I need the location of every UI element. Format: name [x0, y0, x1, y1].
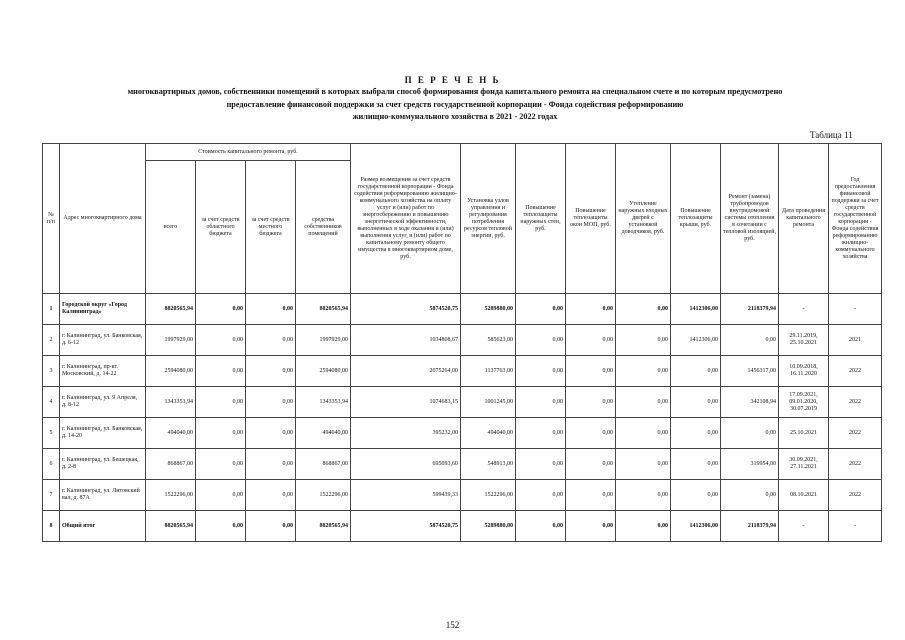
cell-support-year: 2022 [829, 356, 882, 387]
cell-roofs: 0,00 [671, 449, 721, 480]
cell-no: 1 [43, 294, 60, 325]
cell-regional: 0,00 [196, 418, 246, 449]
cell-local: 0,00 [246, 449, 296, 480]
cell-mop-windows: 0,00 [566, 511, 616, 542]
cell-owners: 1343353,94 [296, 387, 351, 418]
cell-regional: 0,00 [196, 511, 246, 542]
table-row [43, 480, 882, 511]
header-fund-support: Размер возмещения за счет средств государственной корпорации - Фонда содействия реформированию жилищно-коммунального хозяйства на оплату услуг и (или) работ по энергосбережению и повышению энергетической эффективности, выполненных в ходе оказания и (или) выполнения услуг, и (или) работ по капитальному ремонту общего имущества в многоквартирном доме, руб. [351, 144, 461, 294]
cell-repair-date: - [779, 294, 829, 325]
cell-ext-walls: 0,00 [516, 356, 566, 387]
cell-metering: 1001245,00 [461, 387, 516, 418]
cell-heating-repair: 0,00 [721, 480, 779, 511]
header-metering: Установка узлов управления и регулирования потребления ресурсов тепловой энергии, руб. [461, 144, 516, 294]
cell-local: 0,00 [246, 418, 296, 449]
cell-local: 0,00 [246, 480, 296, 511]
header-support-year: Год предоставления финансовой поддержки за счет средств государственной корпорации - Фонда содействия реформированию жилищно-коммунального хозяйства [829, 144, 882, 294]
cell-owners: 1522296,00 [296, 480, 351, 511]
cell-support-year: 2021 [829, 325, 882, 356]
cell-address: г. Калининград, ул. Банковская, д. 14-20 [60, 418, 146, 449]
document-subtitle [90, 86, 820, 124]
cell-owners: 1997929,00 [296, 325, 351, 356]
cell-regional: 0,00 [196, 294, 246, 325]
cell-ext-walls: 0,00 [516, 294, 566, 325]
cell-total: 868867,00 [146, 449, 196, 480]
cell-owners: 494040,00 [296, 418, 351, 449]
cell-roofs: 1412306,00 [671, 511, 721, 542]
cell-repair-date: 29.11.2019, 25.10.2021 [779, 325, 829, 356]
header-no: № п/п [43, 144, 60, 294]
cell-fund-support: 1034808,67 [351, 325, 461, 356]
cell-metering: 585623,00 [461, 325, 516, 356]
cell-regional: 0,00 [196, 480, 246, 511]
cell-metering: 1522296,00 [461, 480, 516, 511]
cell-entry-doors: 0,00 [616, 418, 671, 449]
repair-table [42, 143, 882, 542]
subtitle-line: предоставление финансовой поддержки за счет средств государственной корпорации - Фонда содействия реформированию [226, 99, 684, 109]
header-entry-doors: Утепление наружных входных дверей с установкой доводчиков, руб. [616, 144, 671, 294]
cell-entry-doors: 0,00 [616, 356, 671, 387]
cell-support-year: - [829, 511, 882, 542]
cell-repair-date: 08.10.2021 [779, 480, 829, 511]
cell-local: 0,00 [246, 325, 296, 356]
header-address: Адрес многоквартирного дома [60, 144, 146, 294]
cell-entry-doors: 0,00 [616, 511, 671, 542]
table-row [43, 356, 882, 387]
table-row [43, 294, 882, 325]
cell-owners: 8820565,94 [296, 511, 351, 542]
cell-heating-repair: 2118379,94 [721, 294, 779, 325]
cell-repair-date: 25.10.2021 [779, 418, 829, 449]
header-cost-group: Стоимость капитального ремонта, руб. [146, 144, 351, 161]
table-row [43, 387, 882, 418]
cell-total: 8820565,94 [146, 511, 196, 542]
cell-regional: 0,00 [196, 325, 246, 356]
cell-metering: 1137763,00 [461, 356, 516, 387]
cell-support-year: - [829, 294, 882, 325]
header-ext-walls: Повышение теплозащиты наружных стен, руб. [516, 144, 566, 294]
cell-ext-walls: 0,00 [516, 511, 566, 542]
cell-entry-doors: 0,00 [616, 325, 671, 356]
header-roofs: Повышение теплозащиты крыши, руб. [671, 144, 721, 294]
cell-total: 1997929,00 [146, 325, 196, 356]
header-local: за счет средств местного бюджета [246, 161, 296, 294]
cell-regional: 0,00 [196, 356, 246, 387]
cell-owners: 8820565,94 [296, 294, 351, 325]
table-row [43, 511, 882, 542]
cell-roofs: 0,00 [671, 418, 721, 449]
cell-mop-windows: 0,00 [566, 480, 616, 511]
cell-fund-support: 395232,00 [351, 418, 461, 449]
cell-local: 0,00 [246, 356, 296, 387]
cell-regional: 0,00 [196, 449, 246, 480]
cell-heating-repair: 2118379,94 [721, 511, 779, 542]
cell-mop-windows: 0,00 [566, 449, 616, 480]
table-number: Таблица 11 [810, 130, 853, 140]
cell-ext-walls: 0,00 [516, 325, 566, 356]
cell-address: Общий итог [60, 511, 146, 542]
cell-heating-repair: 1456317,00 [721, 356, 779, 387]
subtitle-line: жилищно-коммунального хозяйства в 2021 - 2022 годах [352, 112, 558, 121]
cell-fund-support: 5874520,75 [351, 294, 461, 325]
header-regional: за счет средств областного бюджета [196, 161, 246, 294]
cell-metering: 548913,00 [461, 449, 516, 480]
cell-fund-support: 1074683,15 [351, 387, 461, 418]
table-row [43, 418, 882, 449]
cell-fund-support: 5874520,75 [351, 511, 461, 542]
header-owners: средства собственников помещений [296, 161, 351, 294]
cell-heating-repair: 0,00 [721, 418, 779, 449]
cell-repair-date: 10.09.2018, 16.11.2020 [779, 356, 829, 387]
cell-support-year: 2022 [829, 480, 882, 511]
cell-ext-walls: 0,00 [516, 387, 566, 418]
cell-local: 0,00 [246, 387, 296, 418]
cell-repair-date: - [779, 511, 829, 542]
cell-no: 4 [43, 387, 60, 418]
cell-entry-doors: 0,00 [616, 387, 671, 418]
header-total: всего [146, 161, 196, 294]
cell-roofs: 0,00 [671, 387, 721, 418]
cell-support-year: 2022 [829, 418, 882, 449]
header-mop-windows: Повышение теплозащиты окон МОП, руб. [566, 144, 616, 294]
cell-address: г. Калининград, ул. Бешецкая, д. 2-8 [60, 449, 146, 480]
cell-heating-repair: 342108,94 [721, 387, 779, 418]
cell-address: г. Калининград, ул. Банковская, д. 6-12 [60, 325, 146, 356]
table-row [43, 449, 882, 480]
cell-fund-support: 2075264,00 [351, 356, 461, 387]
subtitle-line: многоквартирных домов, собственники помещений в которых выбрали способ формирования фонда капитального ремонта на специальном счете и по которым предусмотрено [127, 87, 783, 96]
cell-roofs: 1412306,00 [671, 325, 721, 356]
table-body [43, 294, 882, 542]
cell-total: 2594080,00 [146, 356, 196, 387]
cell-entry-doors: 0,00 [616, 294, 671, 325]
cell-total: 494040,00 [146, 418, 196, 449]
cell-repair-date: 30.09.2021, 27.11.2021 [779, 449, 829, 480]
cell-ext-walls: 0,00 [516, 449, 566, 480]
cell-no: 7 [43, 480, 60, 511]
cell-metering: 5289880,00 [461, 511, 516, 542]
cell-address: г. Калининград, ул. Литовский вал, д. 87А [60, 480, 146, 511]
page-number: 152 [445, 620, 460, 630]
cell-address: г. Калининград, пр-кт. Московский, д. 14-22 [60, 356, 146, 387]
cell-heating-repair: 0,00 [721, 325, 779, 356]
cell-mop-windows: 0,00 [566, 356, 616, 387]
cell-mop-windows: 0,00 [566, 294, 616, 325]
cell-total: 8820565,94 [146, 294, 196, 325]
cell-entry-doors: 0,00 [616, 480, 671, 511]
cell-fund-support: 599439,33 [351, 480, 461, 511]
cell-no: 5 [43, 418, 60, 449]
cell-fund-support: 695093,60 [351, 449, 461, 480]
cell-metering: 5289880,00 [461, 294, 516, 325]
cell-roofs: 1412306,00 [671, 294, 721, 325]
cell-support-year: 2022 [829, 449, 882, 480]
cell-mop-windows: 0,00 [566, 387, 616, 418]
header-row [43, 144, 882, 161]
cell-owners: 2594080,00 [296, 356, 351, 387]
header-repair-date: Дата проведения капитального ремонта [779, 144, 829, 294]
cell-local: 0,00 [246, 294, 296, 325]
cell-no: 6 [43, 449, 60, 480]
cell-regional: 0,00 [196, 387, 246, 418]
cell-local: 0,00 [246, 511, 296, 542]
cell-no: 2 [43, 325, 60, 356]
cell-no: 3 [43, 356, 60, 387]
cell-ext-walls: 0,00 [516, 480, 566, 511]
cell-roofs: 0,00 [671, 356, 721, 387]
document-title: П Е Р Е Ч Е Н Ь [404, 75, 501, 85]
cell-entry-doors: 0,00 [616, 449, 671, 480]
cell-mop-windows: 0,00 [566, 418, 616, 449]
cell-support-year: 2022 [829, 387, 882, 418]
cell-repair-date: 17.09.2021, 09.01.2020, 30.07.2019 [779, 387, 829, 418]
cell-heating-repair: 319954,00 [721, 449, 779, 480]
cell-ext-walls: 0,00 [516, 418, 566, 449]
cell-address: г. Калининград, ул. 9 Апреля, д. 8-12 [60, 387, 146, 418]
cell-metering: 494040,00 [461, 418, 516, 449]
cell-total: 1343353,94 [146, 387, 196, 418]
cell-mop-windows: 0,00 [566, 325, 616, 356]
cell-address: Городской округ «Город Калининград» [60, 294, 146, 325]
cell-roofs: 0,00 [671, 480, 721, 511]
cell-owners: 868867,00 [296, 449, 351, 480]
cell-total: 1522296,00 [146, 480, 196, 511]
table-row [43, 325, 882, 356]
cell-no: 8 [43, 511, 60, 542]
header-heating-repair: Ремонт (замена) трубопроводов внутридомовой системы отопления в сочетании с тепловой изоляцией, руб. [721, 144, 779, 294]
